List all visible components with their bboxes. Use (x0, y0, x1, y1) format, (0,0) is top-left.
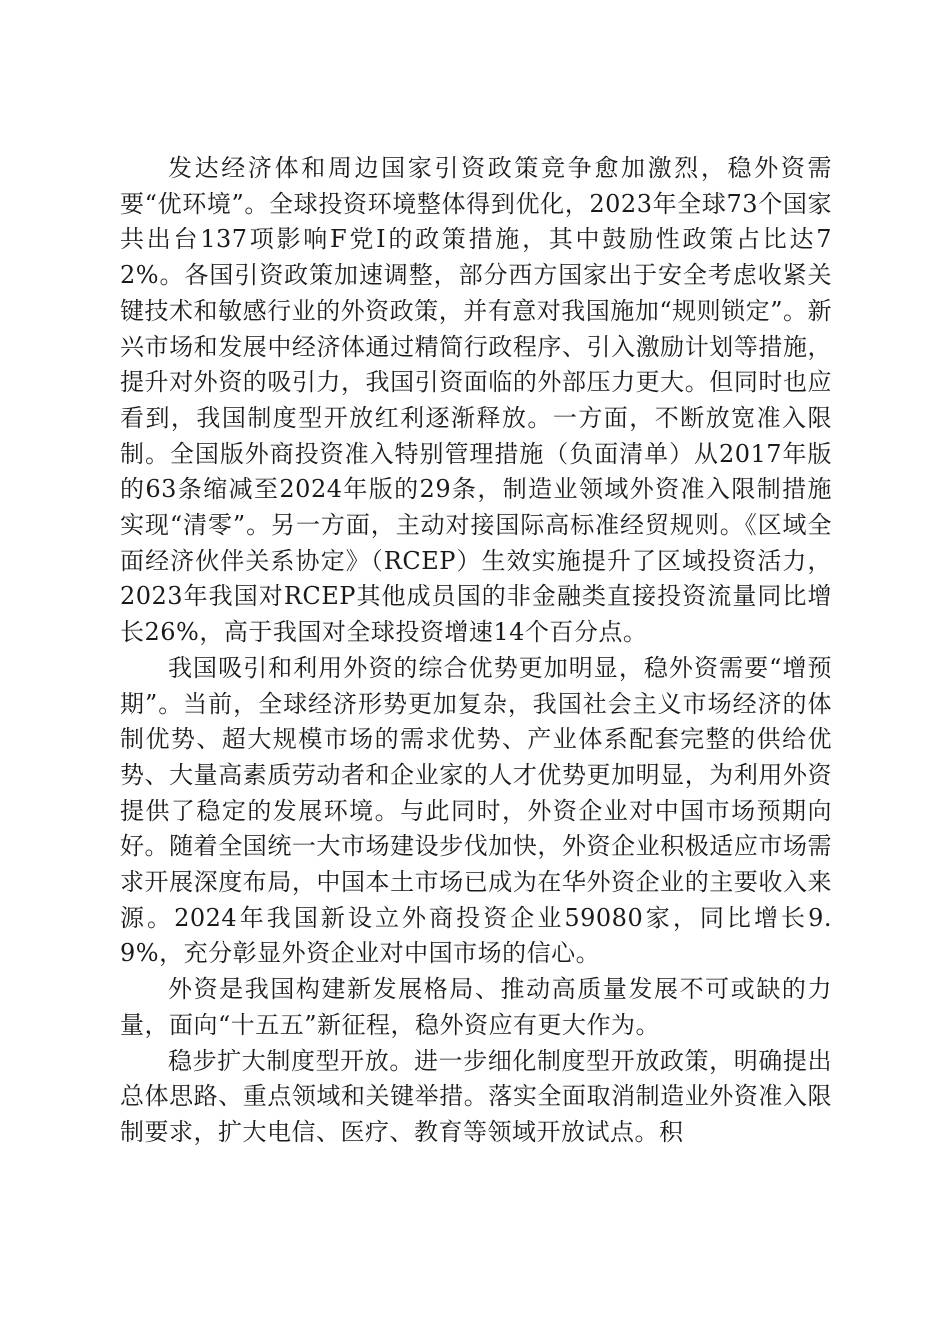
paragraph-environment: 发达经济体和周边国家引资政策竞争愈加激烈，稳外资需要“优环境”。全球投资环境整体得到优化，2023年全球73个国家共出台137项影响F党I的政策措施，其中鼓励性政策占比达72%。各国引资政策加速调整，部分西方国家出于安全考虑收紧关键技术和敏感行业的外资政策，并有意对我国施加“规则锁定”。新兴市场和发展中经济体通过精简行政程序、引入激励计划等措施，提升对外资的吸引力，我国引资面临的外部压力更大。但同时也应看到，我国制度型开放红利逐渐释放。一方面，不断放宽准入限制。全国版外商投资准入特别管理措施（负面清单）从2017年版的63条缩减至2024年版的29条，制造业领域外资准入限制措施实现“清零”。另一方面，主动对接国际高标准经贸规则。《区域全面经济伙伴关系协定》（RCEP）生效实施提升了区域投资活力，2023年我国对RCEP其他成员国的非金融类直接投资流量同比增长26%，高于我国对全球投资增速14个百分点。 (120, 154, 832, 647)
paragraph-institutional-opening: 稳步扩大制度型开放。进一步细化制度型开放政策，明确提出总体思路、重点领域和关键举措。落实全面取消制造业外资准入限制要求，扩大电信、医疗、教育等领域开放试点。积 (120, 1046, 832, 1146)
document-body (120, 151, 832, 1151)
paragraph-foreign-capital-role: 外资是我国构建新发展格局、推动高质量发展不可或缺的力量，面向“十五五”新征程，稳外资应有更大作为。 (120, 975, 832, 1039)
paragraph-expectations: 我国吸引和利用外资的综合优势更加明显，稳外资需要“增预期”。当前，全球经济形势更加复杂，我国社会主义市场经济的体制优势、超大规模市场的需求优势、产业体系配套完整的供给优势、大量高素质劳动者和企业家的人才优势更加明显，为利用外资提供了稳定的发展环境。与此同时，外资企业对中国市场预期向好。随着全国统一大市场建设步伐加快，外资企业积极适应市场需求开展深度布局，中国本土市场已成为在华外资企业的主要收入来源。2024年我国新设立外商投资企业59080家，同比增长9.9%，充分彰显外资企业对中国市场的信心。 (120, 653, 832, 968)
